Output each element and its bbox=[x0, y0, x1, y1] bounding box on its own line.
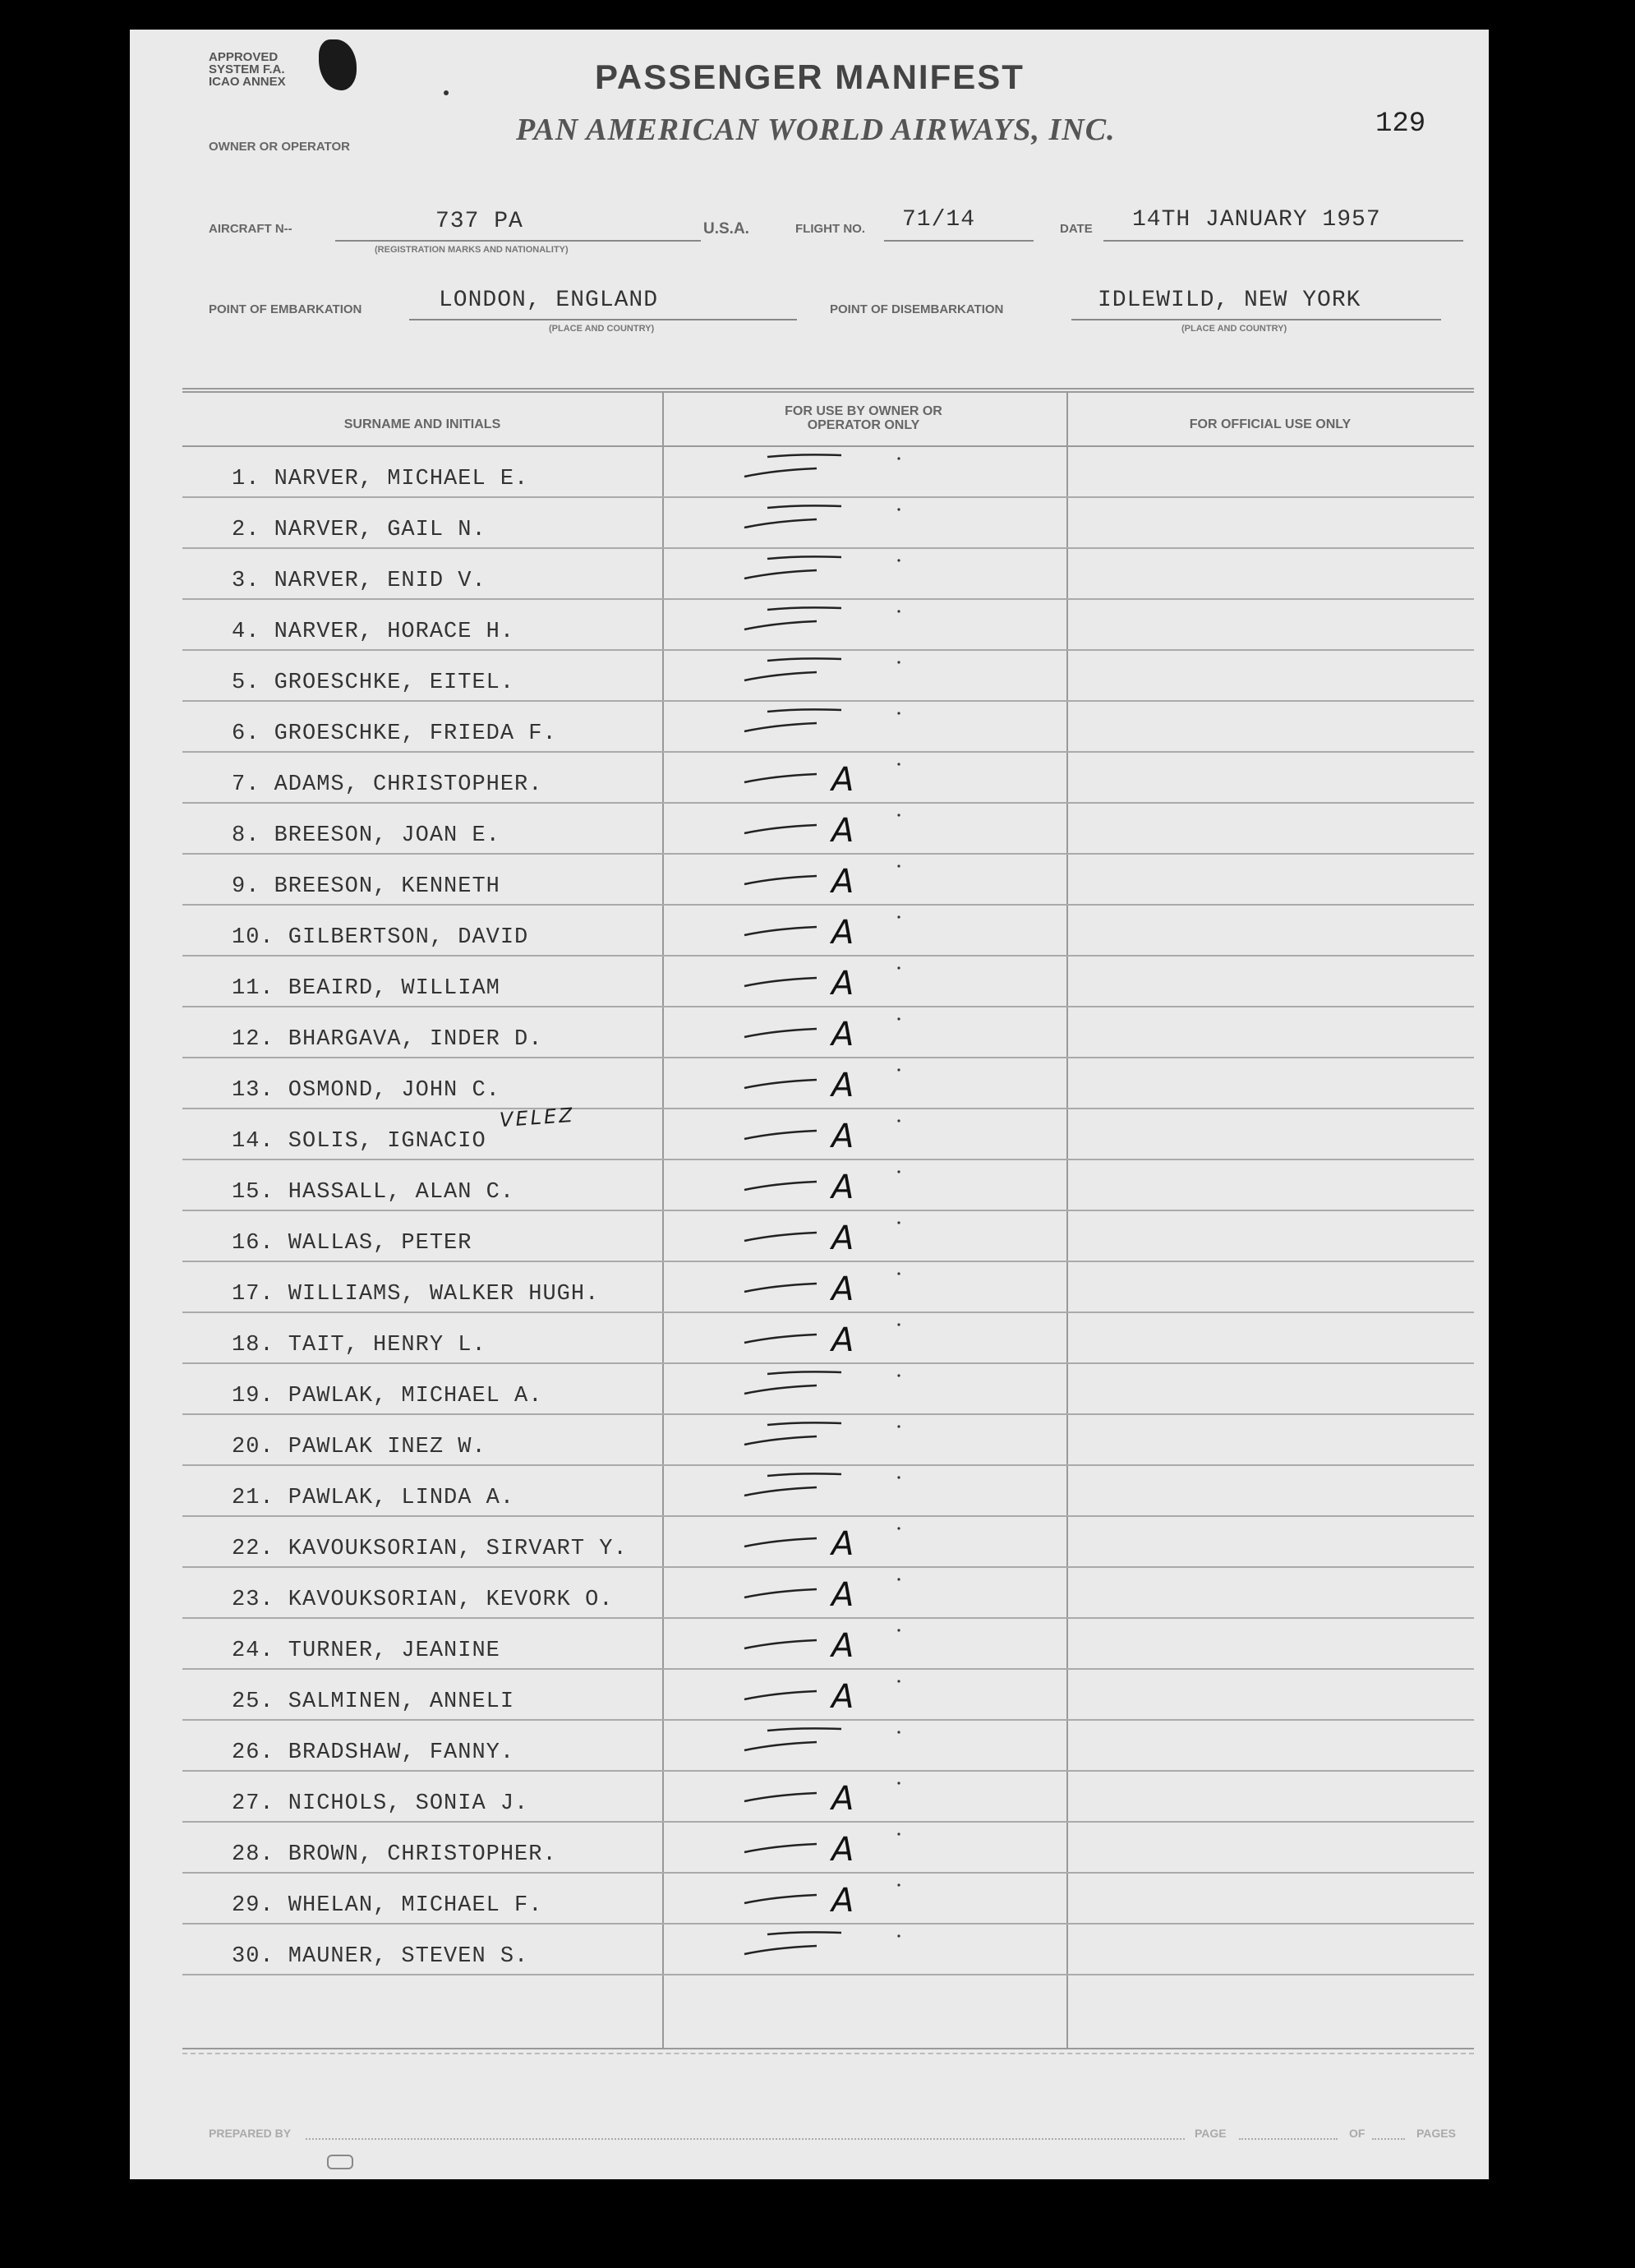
approval-line: SYSTEM F.A. bbox=[209, 62, 285, 76]
table-top-rule bbox=[182, 391, 1474, 393]
passenger-name: 4. NARVER, HORACE H. bbox=[232, 620, 515, 644]
passenger-row bbox=[182, 1364, 1474, 1415]
svg-text:A: A bbox=[831, 812, 854, 846]
passenger-name: 15. HASSALL, ALAN C. bbox=[232, 1180, 515, 1205]
passenger-name: 16. WALLAS, PETER bbox=[232, 1231, 472, 1256]
passenger-name: 7. ADAMS, CHRISTOPHER. bbox=[232, 772, 543, 797]
svg-text:A: A bbox=[831, 1627, 854, 1662]
passenger-row bbox=[182, 753, 1474, 804]
passenger-row bbox=[182, 804, 1474, 855]
approval-line: APPROVED bbox=[209, 50, 279, 64]
passenger-row bbox=[182, 1517, 1474, 1568]
check-a-mark bbox=[735, 1878, 907, 1916]
manifest-sheet bbox=[130, 30, 1489, 2179]
passenger-row bbox=[182, 1415, 1474, 1466]
svg-text:A: A bbox=[831, 1525, 854, 1560]
check-a-mark bbox=[735, 1216, 907, 1254]
svg-text:A: A bbox=[831, 1882, 854, 1916]
check-a-mark bbox=[735, 1267, 907, 1305]
check-a-mark bbox=[735, 1114, 907, 1152]
passenger-name: 10. GILBERTSON, DAVID bbox=[232, 925, 529, 950]
dash-mark bbox=[735, 605, 907, 643]
table-bottom-rule bbox=[182, 2048, 1474, 2049]
passenger-list bbox=[130, 447, 1489, 1975]
date-value: 14TH JANUARY 1957 bbox=[1132, 207, 1381, 233]
svg-text:A: A bbox=[831, 1576, 854, 1611]
owner-column-header: FOR USE BY OWNER OR OPERATOR ONLY bbox=[785, 404, 942, 432]
passenger-name: 14. SOLIS, IGNACIO bbox=[232, 1129, 486, 1154]
passenger-name: 1. NARVER, MICHAEL E. bbox=[232, 467, 529, 491]
page-label: PAGE bbox=[1195, 2127, 1227, 2140]
passenger-name: 6. GROESCHKE, FRIEDA F. bbox=[232, 721, 557, 746]
passenger-row bbox=[182, 1925, 1474, 1975]
passenger-name: 5. GROESCHKE, EITEL. bbox=[232, 671, 515, 695]
passenger-name: 23. KAVOUKSORIAN, KEVORK O. bbox=[232, 1588, 614, 1612]
check-a-mark bbox=[735, 860, 907, 897]
registration-caption: (REGISTRATION MARKS AND NATIONALITY) bbox=[375, 245, 569, 255]
flight-label: FLIGHT NO. bbox=[795, 222, 865, 236]
check-a-mark bbox=[735, 1675, 907, 1713]
dash-mark bbox=[735, 452, 907, 490]
official-column-header: FOR OFFICIAL USE ONLY bbox=[1189, 417, 1352, 431]
date-label: DATE bbox=[1060, 222, 1093, 236]
dash-mark bbox=[735, 503, 907, 541]
passenger-row bbox=[182, 549, 1474, 600]
country-label: U.S.A. bbox=[703, 220, 749, 237]
svg-text:A: A bbox=[831, 1678, 854, 1713]
owner-label: OWNER OR OPERATOR bbox=[209, 140, 350, 154]
dash-mark bbox=[735, 554, 907, 592]
passenger-row bbox=[182, 906, 1474, 957]
passenger-row bbox=[182, 1262, 1474, 1313]
passenger-name: 12. BHARGAVA, INDER D. bbox=[232, 1027, 543, 1052]
svg-text:A: A bbox=[831, 1169, 854, 1203]
svg-text:A: A bbox=[831, 1270, 854, 1305]
check-a-mark bbox=[735, 1777, 907, 1814]
passenger-name: 11. BEAIRD, WILLIAM bbox=[232, 976, 500, 1001]
embark-caption: (PLACE AND COUNTRY) bbox=[549, 324, 655, 334]
passenger-name: 26. BRADSHAW, FANNY. bbox=[232, 1740, 515, 1765]
table-bottom-rule bbox=[182, 2053, 1474, 2054]
passenger-row bbox=[182, 447, 1474, 498]
date-underline bbox=[1103, 240, 1463, 242]
prepared-label: PREPARED BY bbox=[209, 2127, 292, 2140]
dash-mark bbox=[735, 1471, 907, 1509]
passenger-name: 27. NICHOLS, SONIA J. bbox=[232, 1791, 529, 1816]
check-a-mark bbox=[735, 1165, 907, 1203]
svg-text:A: A bbox=[831, 1219, 854, 1254]
passenger-row bbox=[182, 498, 1474, 549]
check-a-mark bbox=[735, 1573, 907, 1611]
passenger-name: 2. NARVER, GAIL N. bbox=[232, 518, 486, 542]
check-a-mark bbox=[735, 758, 907, 795]
ink-dot bbox=[444, 90, 449, 95]
passenger-row bbox=[182, 600, 1474, 651]
svg-text:A: A bbox=[831, 1118, 854, 1152]
pages-label: PAGES bbox=[1416, 2127, 1456, 2140]
passenger-name: 30. MAUNER, STEVEN S. bbox=[232, 1944, 529, 1969]
svg-text:A: A bbox=[831, 1780, 854, 1814]
prepared-line bbox=[306, 2138, 1185, 2140]
page-number: 129 bbox=[1375, 108, 1426, 140]
dash-mark bbox=[735, 1726, 907, 1763]
passenger-row bbox=[182, 1823, 1474, 1874]
dash-mark bbox=[735, 1369, 907, 1407]
handwritten-note: VELEZ bbox=[499, 1103, 576, 1132]
passenger-row bbox=[182, 1007, 1474, 1058]
passenger-name: 17. WILLIAMS, WALKER HUGH. bbox=[232, 1282, 600, 1307]
check-a-mark bbox=[735, 910, 907, 948]
page-line bbox=[1239, 2138, 1338, 2140]
disembark-value: IDLEWILD, NEW YORK bbox=[1098, 288, 1361, 313]
footer-mark bbox=[327, 2155, 353, 2169]
surname-column-header: SURNAME AND INITIALS bbox=[343, 417, 501, 431]
disembark-underline bbox=[1071, 319, 1441, 320]
svg-text:A: A bbox=[831, 914, 854, 948]
passenger-name: 18. TAIT, HENRY L. bbox=[232, 1333, 486, 1358]
aircraft-underline bbox=[335, 240, 701, 242]
svg-text:A: A bbox=[831, 1016, 854, 1050]
check-a-mark bbox=[735, 1828, 907, 1865]
approval-stamp bbox=[209, 51, 286, 88]
svg-text:A: A bbox=[831, 965, 854, 999]
passenger-row bbox=[182, 855, 1474, 906]
passenger-name: 28. BROWN, CHRISTOPHER. bbox=[232, 1842, 557, 1867]
embark-value: LONDON, ENGLAND bbox=[439, 288, 659, 313]
of-line bbox=[1372, 2138, 1405, 2140]
passenger-row bbox=[182, 651, 1474, 702]
passenger-row bbox=[182, 1466, 1474, 1517]
passenger-row bbox=[182, 1160, 1474, 1211]
approval-line: ICAO ANNEX bbox=[209, 75, 286, 89]
dash-mark bbox=[735, 707, 907, 744]
passenger-name: 3. NARVER, ENID V. bbox=[232, 569, 486, 593]
passenger-row bbox=[182, 1568, 1474, 1619]
passenger-row bbox=[182, 1874, 1474, 1925]
passenger-name: 24. TURNER, JEANINE bbox=[232, 1639, 500, 1663]
check-a-mark bbox=[735, 809, 907, 846]
passenger-row bbox=[182, 1619, 1474, 1670]
passenger-name: 25. SALMINEN, ANNELI bbox=[232, 1689, 515, 1714]
dash-mark bbox=[735, 656, 907, 694]
aircraft-value: 737 PA bbox=[435, 209, 523, 234]
passenger-row bbox=[182, 1211, 1474, 1262]
embark-underline bbox=[409, 319, 797, 320]
svg-text:A: A bbox=[831, 1831, 854, 1865]
check-a-mark bbox=[735, 1522, 907, 1560]
check-a-mark bbox=[735, 1624, 907, 1662]
passenger-name: 9. BREESON, KENNETH bbox=[232, 874, 500, 899]
table-top-rule bbox=[182, 388, 1474, 390]
of-label: OF bbox=[1349, 2127, 1366, 2140]
check-a-mark bbox=[735, 1012, 907, 1050]
check-a-mark bbox=[735, 1063, 907, 1101]
svg-text:A: A bbox=[831, 1067, 854, 1101]
passenger-name: 13. OSMOND, JOHN C. bbox=[232, 1078, 500, 1103]
passenger-name: 20. PAWLAK INEZ W. bbox=[232, 1435, 486, 1459]
passenger-row bbox=[182, 1772, 1474, 1823]
ink-blot bbox=[319, 39, 357, 90]
passenger-name: 21. PAWLAK, LINDA A. bbox=[232, 1486, 515, 1510]
passenger-row bbox=[182, 1058, 1474, 1109]
passenger-name: 22. KAVOUKSORIAN, SIRVART Y. bbox=[232, 1537, 628, 1561]
check-a-mark bbox=[735, 961, 907, 999]
svg-text:A: A bbox=[831, 863, 854, 897]
flight-underline bbox=[884, 240, 1034, 242]
svg-text:A: A bbox=[831, 761, 854, 795]
passenger-name: 8. BREESON, JOAN E. bbox=[232, 823, 500, 848]
disembark-label: POINT OF DISEMBARKATION bbox=[830, 302, 1004, 316]
passenger-row bbox=[182, 1109, 1474, 1160]
passenger-row bbox=[182, 702, 1474, 753]
dash-mark bbox=[735, 1929, 907, 1967]
operator-name: PAN AMERICAN WORLD AIRWAYS, INC. bbox=[516, 113, 1116, 147]
aircraft-label: AIRCRAFT N-- bbox=[209, 222, 292, 236]
passenger-name: 29. WHELAN, MICHAEL F. bbox=[232, 1893, 543, 1918]
dash-mark bbox=[735, 1420, 907, 1458]
check-a-mark bbox=[735, 1318, 907, 1356]
row-rule bbox=[182, 1974, 1474, 1975]
disembark-caption: (PLACE AND COUNTRY) bbox=[1181, 324, 1287, 334]
passenger-row bbox=[182, 1670, 1474, 1721]
flight-value: 71/14 bbox=[902, 207, 976, 233]
embark-label: POINT OF EMBARKATION bbox=[209, 302, 362, 316]
page-title: PASSENGER MANIFEST bbox=[595, 58, 1025, 96]
svg-text:A: A bbox=[831, 1321, 854, 1356]
passenger-name: 19. PAWLAK, MICHAEL A. bbox=[232, 1384, 543, 1408]
passenger-row bbox=[182, 1721, 1474, 1772]
passenger-row bbox=[182, 957, 1474, 1007]
passenger-row bbox=[182, 1313, 1474, 1364]
